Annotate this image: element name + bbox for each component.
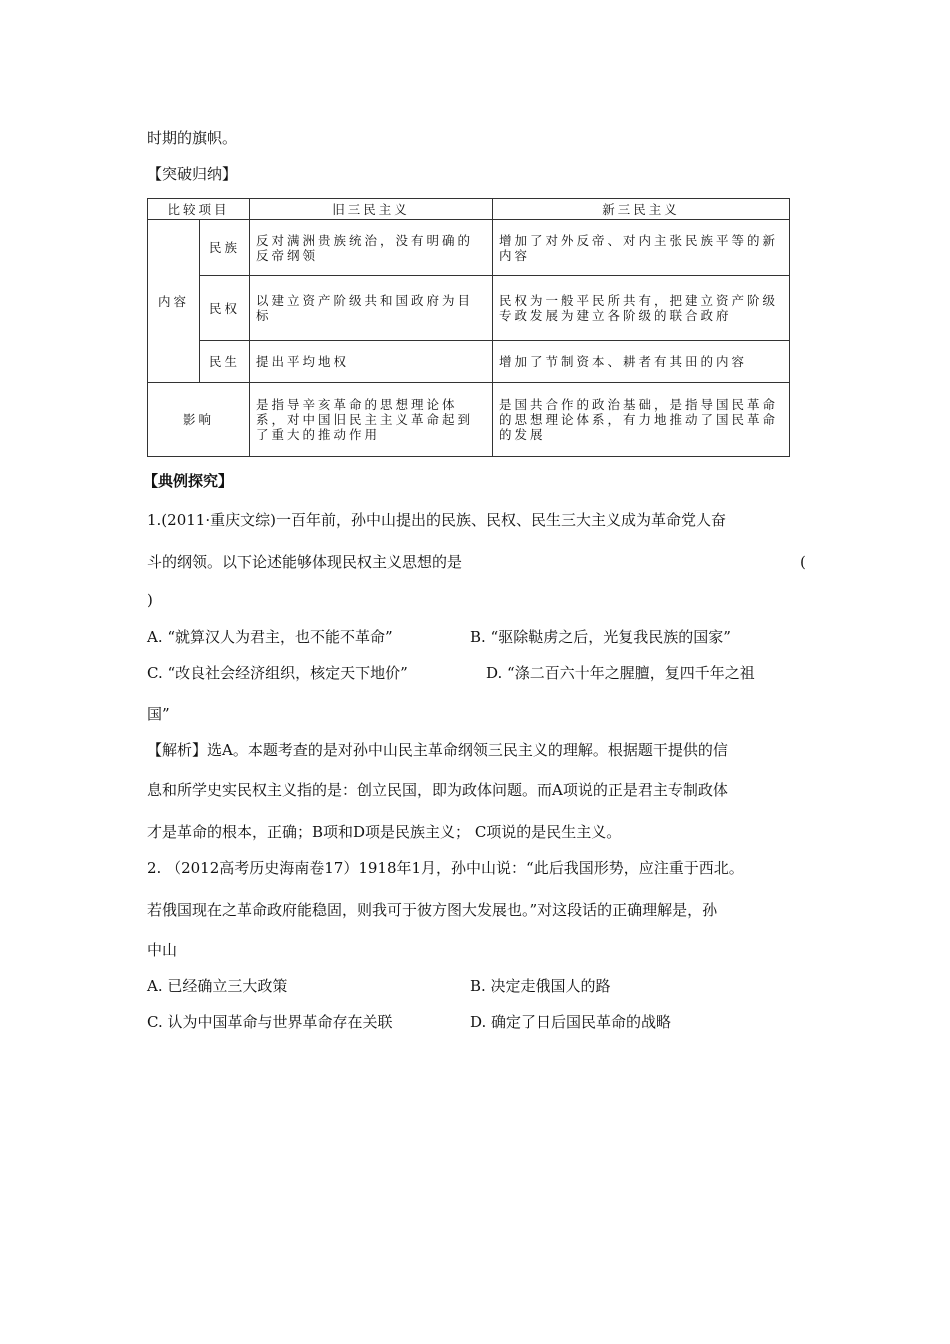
cell-old-livelihood: 提出平均地权 — [250, 341, 493, 383]
q1-stem-line1: 1.(2011·重庆文综)一百年前，孙中山提出的民族、民权、民生三大主义成为革命党人奋 — [147, 511, 726, 529]
row-label-democracy: 民权 — [200, 276, 250, 341]
q1-option-a: A. “就算汉人为君主，也不能不革命” — [147, 628, 393, 646]
q1-answer-paren-open: ( — [800, 553, 806, 571]
q1-option-b: B. “驱除鞑虏之后，光复我民族的国家” — [470, 628, 731, 646]
q1-option-c: C. “改良社会经济组织，核定天下地价” — [147, 664, 408, 682]
q1-answer-paren-close: ) — [147, 591, 153, 609]
q2-stem-line3: 中山 — [147, 941, 178, 959]
row-label-nationalism: 民族 — [200, 220, 250, 276]
q2-stem-line2: 若俄国现在之革命政府能稳固，则我可于彼方图大发展也。”对这段话的正确理解是，孙 — [147, 901, 718, 919]
section-heading-examples: 【典例探究】 — [143, 472, 234, 490]
intro-tail-text: 时期的旗帜。 — [147, 129, 238, 147]
content-group-label: 内容 — [148, 220, 200, 383]
comparison-table — [147, 198, 789, 457]
table-header-item: 比较项目 — [148, 199, 250, 220]
q2-option-b: B. 决定走俄国人的路 — [470, 977, 611, 995]
row-label-impact: 影响 — [148, 383, 250, 457]
cell-new-democracy: 民权为一般平民所共有，把建立资产阶级专政发展为建立各阶级的联合政府 — [493, 276, 790, 341]
row-label-livelihood: 民生 — [200, 341, 250, 383]
analysis-line1: 【解析】选A。本题考查的是对孙中山民主革命纲领三民主义的理解。根据题干提供的信 — [147, 741, 728, 759]
section-heading-breakthrough: 【突破归纳】 — [147, 165, 238, 183]
cell-new-livelihood: 增加了节制资本、耕者有其田的内容 — [493, 341, 790, 383]
cell-old-impact: 是指导辛亥革命的思想理论体系，对中国旧民主主义革命起到了重大的推动作用 — [250, 383, 493, 457]
cell-new-impact: 是国共合作的政治基础，是指导国民革命的思想理论体系，有力地推动了国民革命的发展 — [493, 383, 790, 457]
table-header-old: 旧三民主义 — [250, 199, 493, 220]
analysis-line3: 才是革命的根本，正确；B项和D项是民族主义； C项说的是民生主义。 — [147, 823, 622, 841]
analysis-line2: 息和所学史实民权主义指的是：创立民国，即为政体问题。而A项说的正是君主专制政体 — [147, 781, 728, 799]
cell-new-nationalism: 增加了对外反帝、对内主张民族平等的新内容 — [493, 220, 790, 276]
cell-old-nationalism: 反对满洲贵族统治，没有明确的反帝纲领 — [250, 220, 493, 276]
table-header-new: 新三民主义 — [493, 199, 790, 220]
q2-stem-line1: 2. （2012高考历史海南卷17）1918年1月，孙中山说：“此后我国形势，应注重于西北。 — [147, 859, 744, 877]
q1-stem-line2: 斗的纲领。以下论述能够体现民权主义思想的是 — [147, 553, 463, 571]
q1-option-d-continued: 国” — [147, 705, 170, 723]
q2-option-c: C. 认为中国革命与世界革命存在关联 — [147, 1013, 393, 1031]
q2-option-d: D. 确定了日后国民革命的战略 — [470, 1013, 672, 1031]
cell-old-democracy: 以建立资产阶级共和国政府为目标 — [250, 276, 493, 341]
q2-option-a: A. 已经确立三大政策 — [147, 977, 288, 995]
q1-option-d: D. “涤二百六十年之腥膻，复四千年之祖 — [486, 664, 755, 682]
